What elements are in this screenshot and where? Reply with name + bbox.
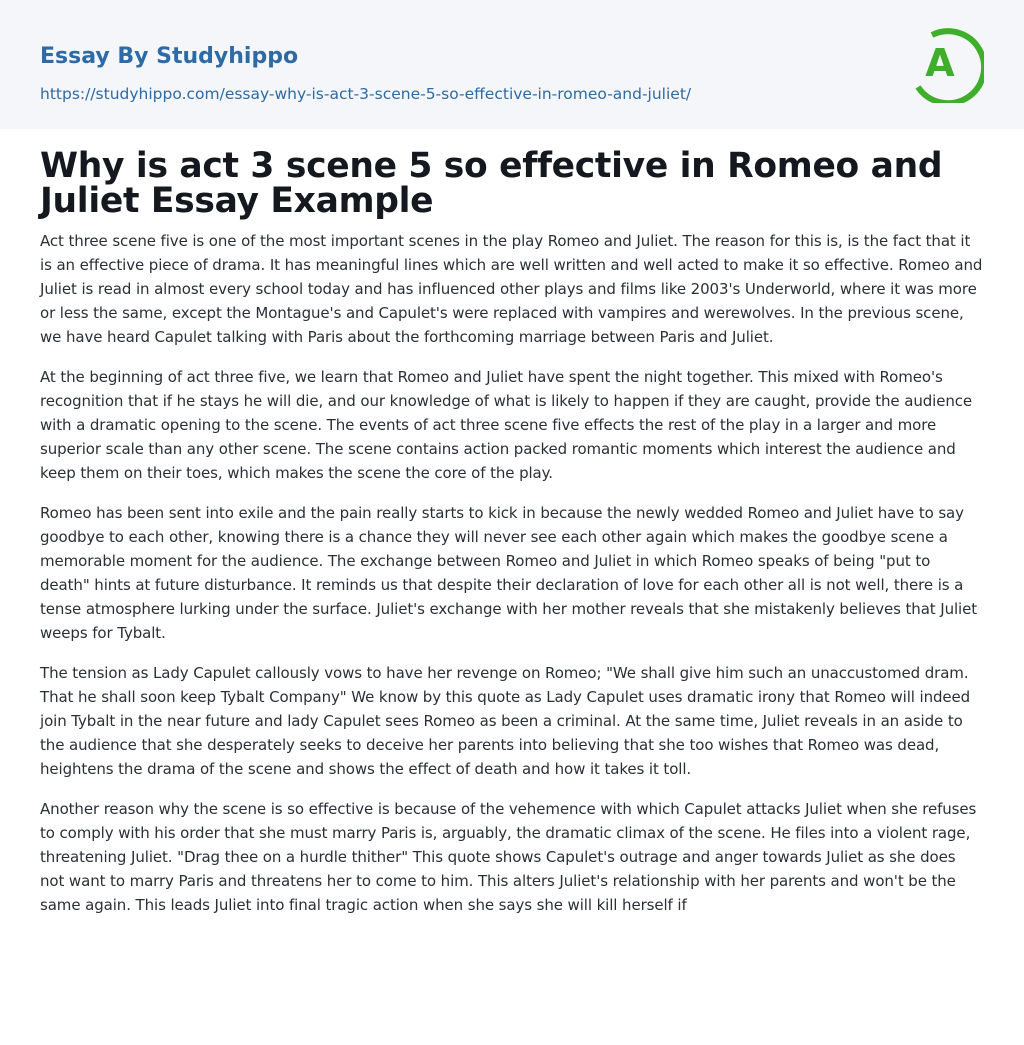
source-url-link[interactable]: https://studyhippo.com/essay-why-is-act-3-scene-5-so-effective-in-romeo-and-juliet/ [40, 85, 692, 103]
site-brand[interactable]: Essay By Studyhippo [40, 44, 299, 69]
site-header [0, 0, 1024, 129]
essay-paragraph: Romeo has been sent into exile and the pain really starts to kick in because the newly wedded Romeo and Juliet have to say goodbye to each other, knowing there is a chance they will never see each other again which makes the goodbye scene a memorable moment for the audience. The exchange between Romeo and Juliet in which Romeo speaks of being "put to death" hints at future disturbance. It reminds us that despite their declaration of love for each other all is not well, there is a tense atmosphere lurking under the surface. Juliet's exchange with her mother reveals that she mistakenly believes that Juliet weeps for Tybalt. [40, 504, 978, 642]
studyhippo-logo[interactable] [914, 19, 984, 103]
essay-title: Why is act 3 scene 5 so effective in Romeo and Juliet Essay Example [40, 146, 943, 221]
essay-paragraph: Another reason why the scene is so effective is because of the vehemence with which Capulet attacks Juliet when she refuses to comply with his order that she must marry Paris is, arguably, the dramatic climax of the scene. He files into a violent rage, threatening Juliet. "Drag thee on a hurdle thither" This quote shows Capulet's outrage and anger towards Juliet as she does not want to marry Paris and threatens her to come to him. This alters Juliet's relationship with her parents and won't be the same again. This leads Juliet into final tragic action when she says she will kill herself if [40, 800, 977, 914]
essay-paragraph: Act three scene five is one of the most important scenes in the play Romeo and Juliet. The reason for this is, is the fact that it is an effective piece of drama. It has meaningful lines which are well written and well acted to make it so effective. Romeo and Juliet is read in almost every school today and has influenced other plays and films like 2003's Underworld, where it was more or less the same, except the Montague's and Capulet's were replaced with vampires and werewolves. In the previous scene, we have heard Capulet talking with Paris about the forthcoming marriage between Paris and Juliet. [40, 232, 983, 346]
essay-content [0, 146, 1024, 917]
essay-paragraph: The tension as Lady Capulet callously vows to have her revenge on Romeo; "We shall give him such an unaccustomed dram. That he shall soon keep Tybalt Company" We know by this quote as Lady Capulet uses dramatic irony that Romeo will indeed join Tybalt in the near future and lady Capulet sees Romeo as been a criminal. At the same time, Juliet reveals in an aside to the audience that she desperately seeks to deceive her parents into believing that she too wishes that Romeo was dead, heightens the drama of the scene and shows the effect of death and how it takes it toll. [40, 664, 971, 778]
logo-letter: A [925, 41, 955, 85]
logo-ring-icon [914, 19, 984, 103]
essay-paragraph: At the beginning of act three five, we learn that Romeo and Juliet have spent the night together. This mixed with Romeo's recognition that if he stays he will die, and our knowledge of what is likely to happen if they are caught, provide the audience with a dramatic opening to the scene. The events of act three scene five effects the rest of the play in a larger and more superior scale than any other scene. The scene contains action packed romantic moments which interest the audience and keep them on their toes, which makes the scene the core of the play. [40, 368, 973, 482]
